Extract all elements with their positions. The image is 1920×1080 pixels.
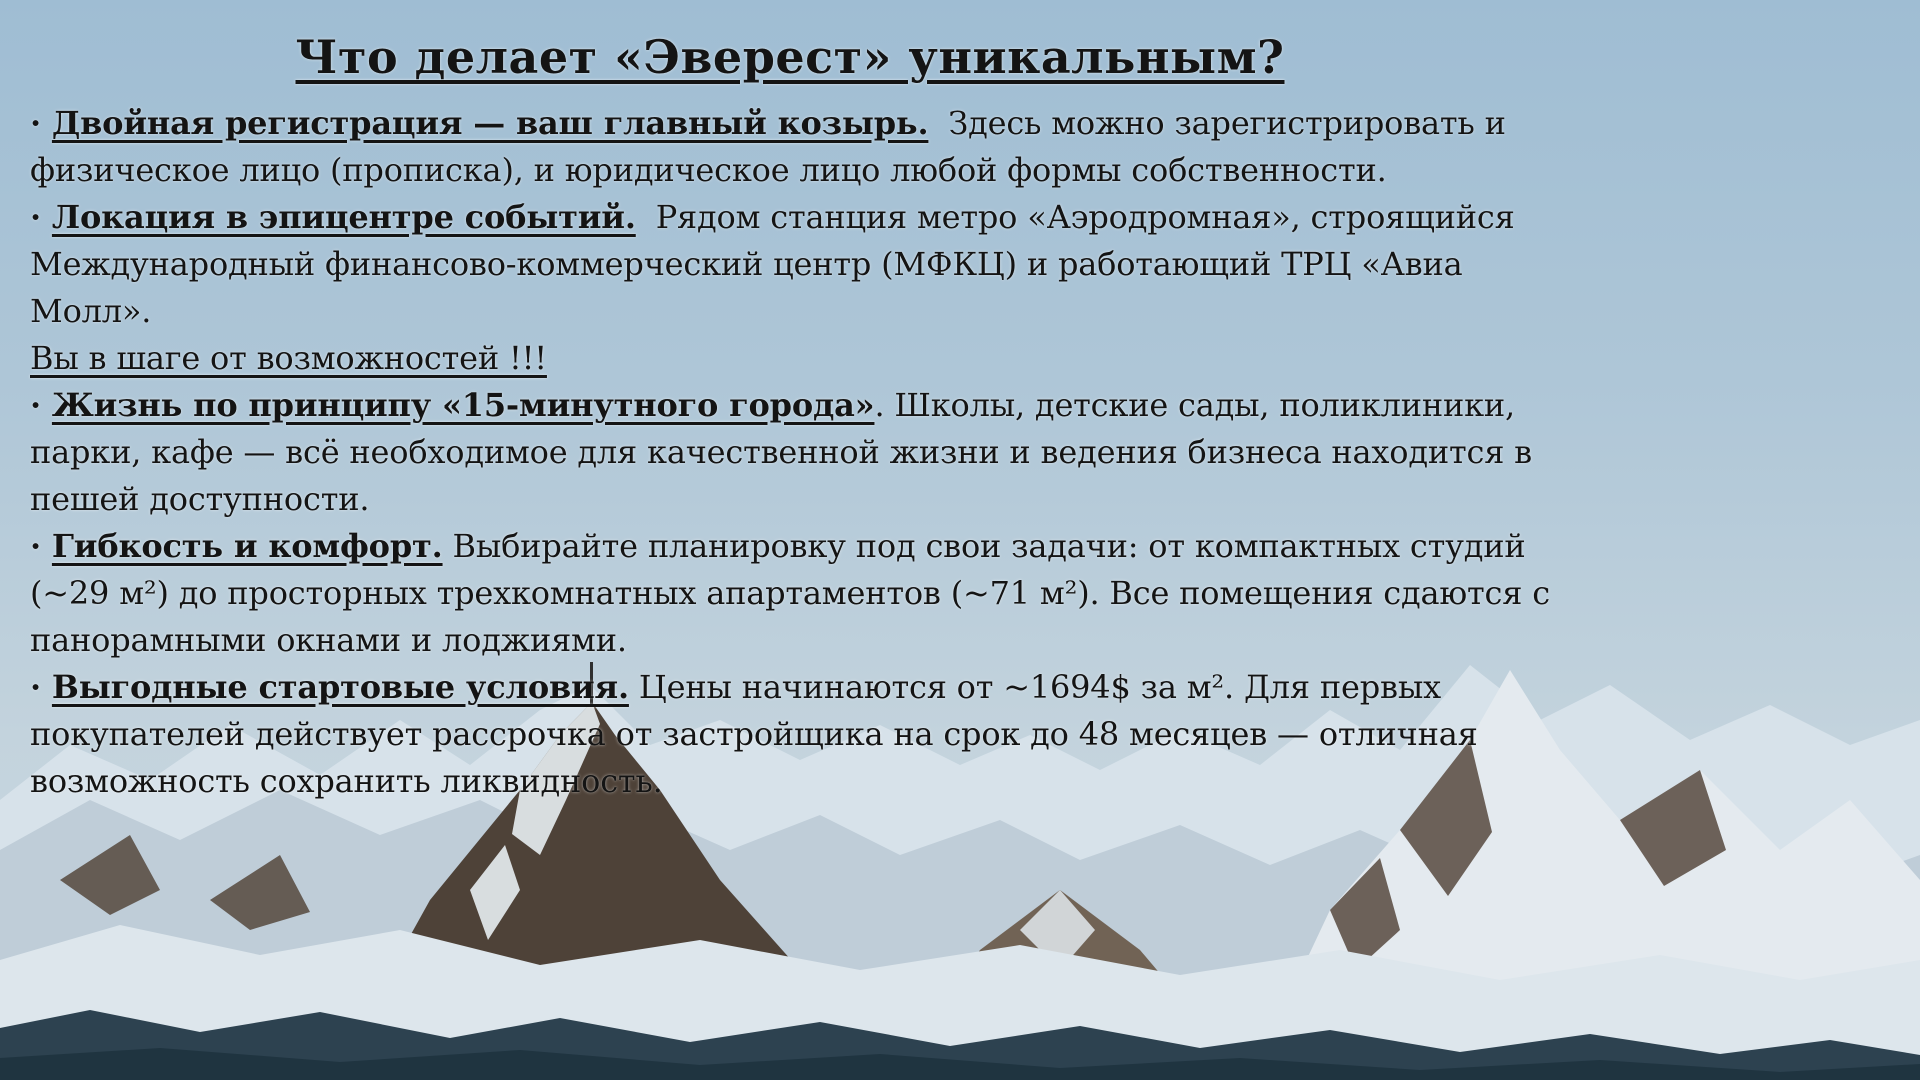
bullet-block	[30, 664, 1550, 805]
bullet-lead-text: Двойная регистрация — ваш главный козырь.	[51, 104, 929, 142]
bullet-block	[30, 194, 1550, 382]
bullet-paragraph	[30, 382, 1550, 523]
bullet-block	[30, 382, 1550, 523]
bullet-body-text: Здесь можно зарегистрировать и физическое лицо (прописка), и юридическое лицо любой формы собственности.	[30, 104, 1516, 189]
bullet-body-text: Рядом станция метро «Аэродромная», строящийся Международный финансово-коммерческий центр (МФКЦ) и работающий ТРЦ «Авиа Молл».	[30, 198, 1525, 330]
bullet-lead-text: Гибкость и комфорт.	[51, 527, 443, 565]
bullet-lead-text: Локация в эпицентре событий.	[51, 198, 636, 236]
bullet-tail-text: Вы в шаге от возможностей !!!	[30, 339, 547, 377]
bullet-marker: ·	[30, 104, 52, 142]
bullet-paragraph	[30, 100, 1550, 194]
bullet-body-text: Выбирайте планировку под свои задачи: от компактных студий (~29 м²) до просторных трехкомнатных апартаментов (~71 м²). Все помещения сдаются с панорамными окнами и лоджиями.	[30, 527, 1560, 659]
bullet-marker: ·	[30, 198, 52, 236]
bullet-paragraph	[30, 664, 1550, 805]
bullet-body-text: Цены начинаются от ~1694$ за м². Для первых покупателей действует рассрочка от застройщика на срок до 48 месяцев — отличная возможность сохранить ликвидность.	[30, 668, 1488, 800]
bullet-paragraph	[30, 194, 1550, 335]
bullet-list	[30, 100, 1560, 805]
bullet-paragraph	[30, 523, 1560, 664]
page-title: Что делает «Эверест» уникальным?	[295, 30, 1285, 84]
bullet-lead-text: Жизнь по принципу «15-минутного города»	[51, 386, 875, 424]
bullet-body-text: . Школы, детские сады, поликлиники, парки, кафе — всё необходимое для качественной жизни и ведения бизнеса находится в пешей доступности.	[30, 386, 1542, 518]
bullet-tail-line	[30, 335, 1550, 382]
bullet-block	[30, 523, 1560, 664]
bullet-block	[30, 100, 1550, 194]
bullet-marker: ·	[30, 386, 52, 424]
bullet-marker: ·	[30, 668, 52, 706]
bullet-marker: ·	[30, 527, 52, 565]
bullet-lead-text: Выгодные стартовые условия.	[51, 668, 629, 706]
